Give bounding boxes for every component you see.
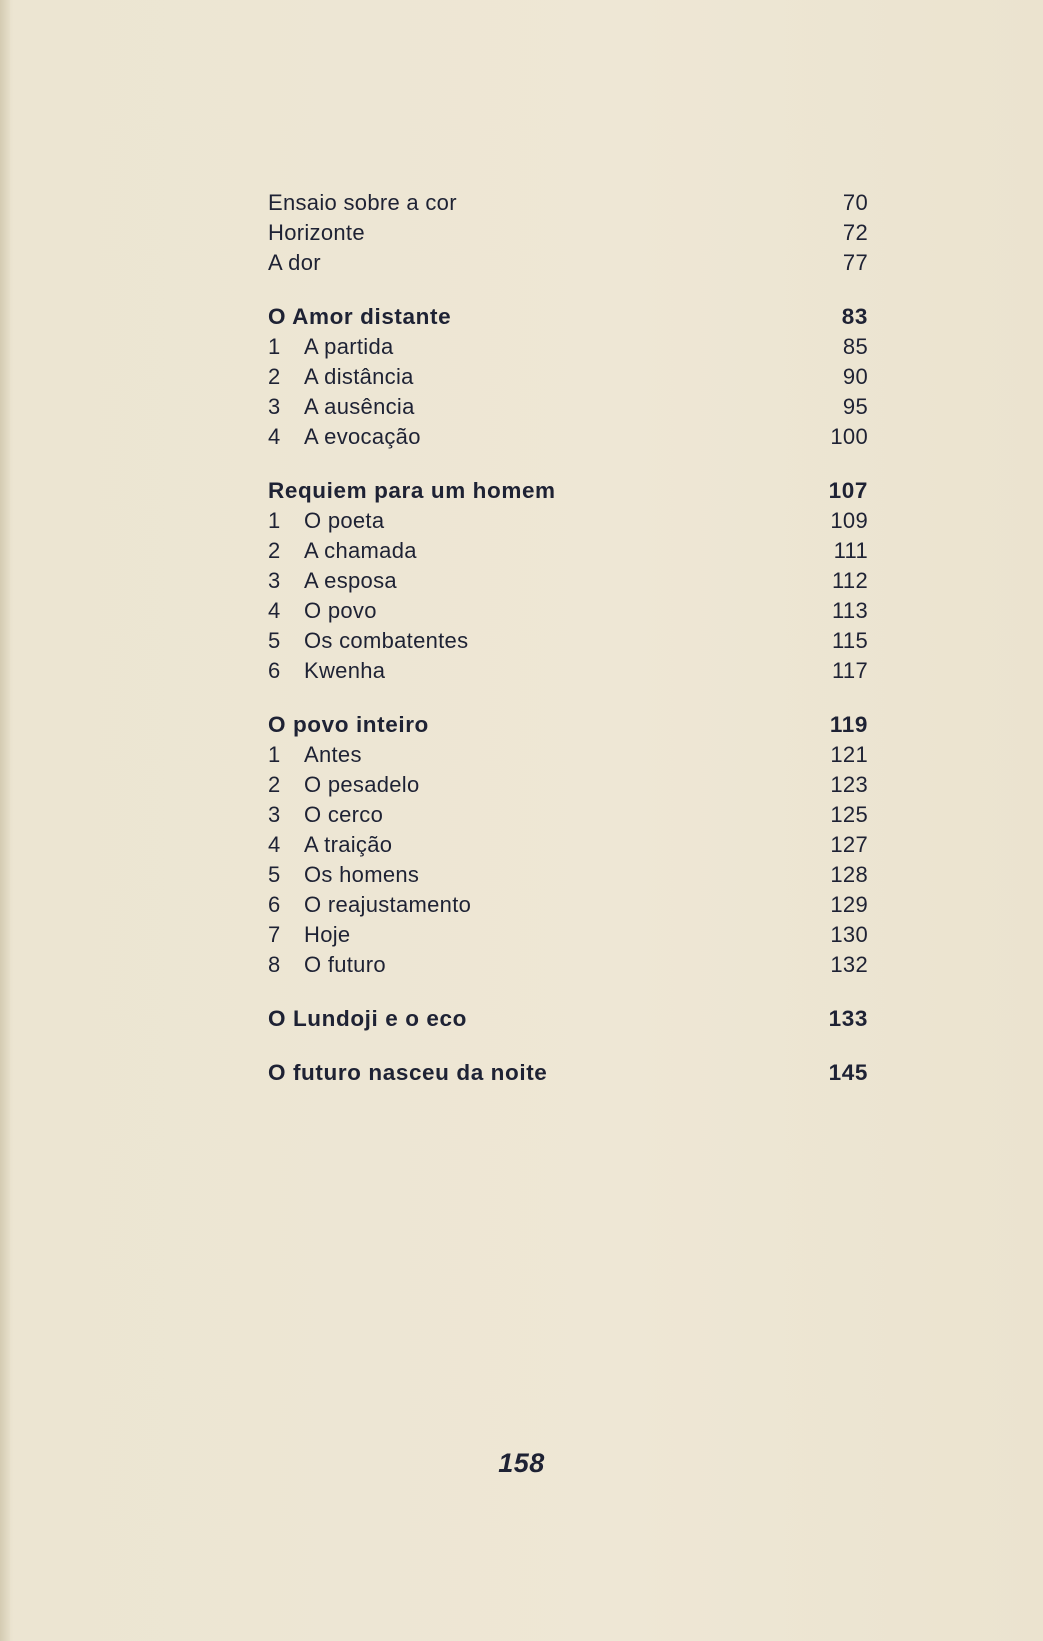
item-page: 130: [830, 922, 868, 947]
item-title: Hoje: [304, 922, 351, 947]
toc-item: [268, 506, 868, 536]
section-title: Requiem para um homem: [268, 478, 556, 503]
toc-item: [268, 656, 868, 686]
item-title: A esposa: [304, 568, 397, 593]
toc-entry: [268, 188, 868, 218]
item-page: 123: [830, 772, 868, 797]
toc-entry: [268, 218, 868, 248]
item-title: A chamada: [304, 538, 417, 563]
item-page: 128: [830, 862, 868, 887]
toc-item: [268, 770, 868, 800]
item-page: 115: [832, 628, 868, 653]
item-number: 1: [268, 334, 281, 359]
item-page: 125: [830, 802, 868, 827]
toc-item: [268, 890, 868, 920]
item-title: A partida: [304, 334, 394, 359]
item-number: 5: [268, 628, 281, 653]
item-page: 109: [830, 508, 868, 533]
item-page: 100: [830, 424, 868, 449]
entry-title: A dor: [268, 250, 321, 275]
item-title: O futuro: [304, 952, 386, 977]
entry-page: 77: [842, 250, 868, 275]
item-number: 6: [268, 658, 281, 683]
item-number: 4: [268, 832, 281, 857]
page-number: 158: [498, 1448, 545, 1478]
item-number: 4: [268, 424, 281, 449]
item-page: 95: [842, 394, 868, 419]
item-page: 117: [832, 658, 868, 683]
toc-item: [268, 422, 868, 452]
item-number: 1: [268, 508, 281, 533]
item-number: 1: [268, 742, 281, 767]
toc-item: [268, 362, 868, 392]
item-number: 6: [268, 892, 281, 917]
section-page: 107: [828, 478, 868, 503]
item-number: 4: [268, 598, 281, 623]
item-title: Antes: [304, 742, 362, 767]
item-title: O poeta: [304, 508, 385, 533]
section-heading: [268, 1058, 868, 1088]
item-number: 3: [268, 394, 281, 419]
item-number: 3: [268, 802, 281, 827]
item-page: 90: [842, 364, 868, 389]
section-title: O futuro nasceu da noite: [268, 1060, 548, 1085]
item-title: A traição: [304, 832, 393, 857]
item-title: Kwenha: [304, 658, 386, 683]
section-title: O povo inteiro: [268, 712, 429, 737]
toc-item: [268, 950, 868, 980]
toc-item: [268, 566, 868, 596]
item-title: O povo: [304, 598, 377, 623]
item-number: 2: [268, 772, 281, 797]
item-page: 129: [830, 892, 868, 917]
item-number: 3: [268, 568, 281, 593]
section-title: O Lundoji e o eco: [268, 1006, 467, 1031]
item-number: 7: [268, 922, 281, 947]
item-page: 111: [833, 538, 868, 563]
toc-item: [268, 920, 868, 950]
section-page: 133: [828, 1006, 868, 1031]
item-page: 121: [830, 742, 868, 767]
item-title: A evocação: [304, 424, 421, 449]
item-title: A distância: [304, 364, 414, 389]
item-number: 8: [268, 952, 281, 977]
item-number: 5: [268, 862, 281, 887]
item-page: 132: [830, 952, 868, 977]
item-title: O cerco: [304, 802, 384, 827]
toc-item: [268, 860, 868, 890]
item-title: A ausência: [304, 394, 415, 419]
section-page: 119: [829, 712, 868, 737]
entry-title: Ensaio sobre a cor: [268, 190, 457, 215]
toc-item: [268, 830, 868, 860]
item-number: 2: [268, 364, 281, 389]
toc-item: [268, 740, 868, 770]
table-of-contents: [268, 188, 868, 1088]
section-heading: [268, 302, 868, 332]
item-title: Os homens: [304, 862, 420, 887]
item-page: 85: [842, 334, 868, 359]
section-heading: [268, 1004, 868, 1034]
toc-item: [268, 800, 868, 830]
section-heading: [268, 476, 868, 506]
item-title: O reajustamento: [304, 892, 472, 917]
toc-item: [268, 596, 868, 626]
item-page: 127: [830, 832, 868, 857]
item-title: Os combatentes: [304, 628, 469, 653]
toc-item: [268, 392, 868, 422]
toc-item: [268, 332, 868, 362]
item-title: O pesadelo: [304, 772, 420, 797]
entry-page: 70: [842, 190, 868, 215]
item-page: 112: [832, 568, 868, 593]
section-page: 145: [828, 1060, 868, 1085]
toc-item: [268, 536, 868, 566]
section-page: 83: [841, 304, 868, 329]
page-edge: [0, 0, 10, 1641]
section-heading: [268, 710, 868, 740]
item-page: 113: [832, 598, 868, 623]
toc-item: [268, 626, 868, 656]
section-title: O Amor distante: [268, 304, 452, 329]
entry-title: Horizonte: [268, 220, 365, 245]
item-number: 2: [268, 538, 281, 563]
entry-page: 72: [842, 220, 868, 245]
toc-entry: [268, 248, 868, 278]
